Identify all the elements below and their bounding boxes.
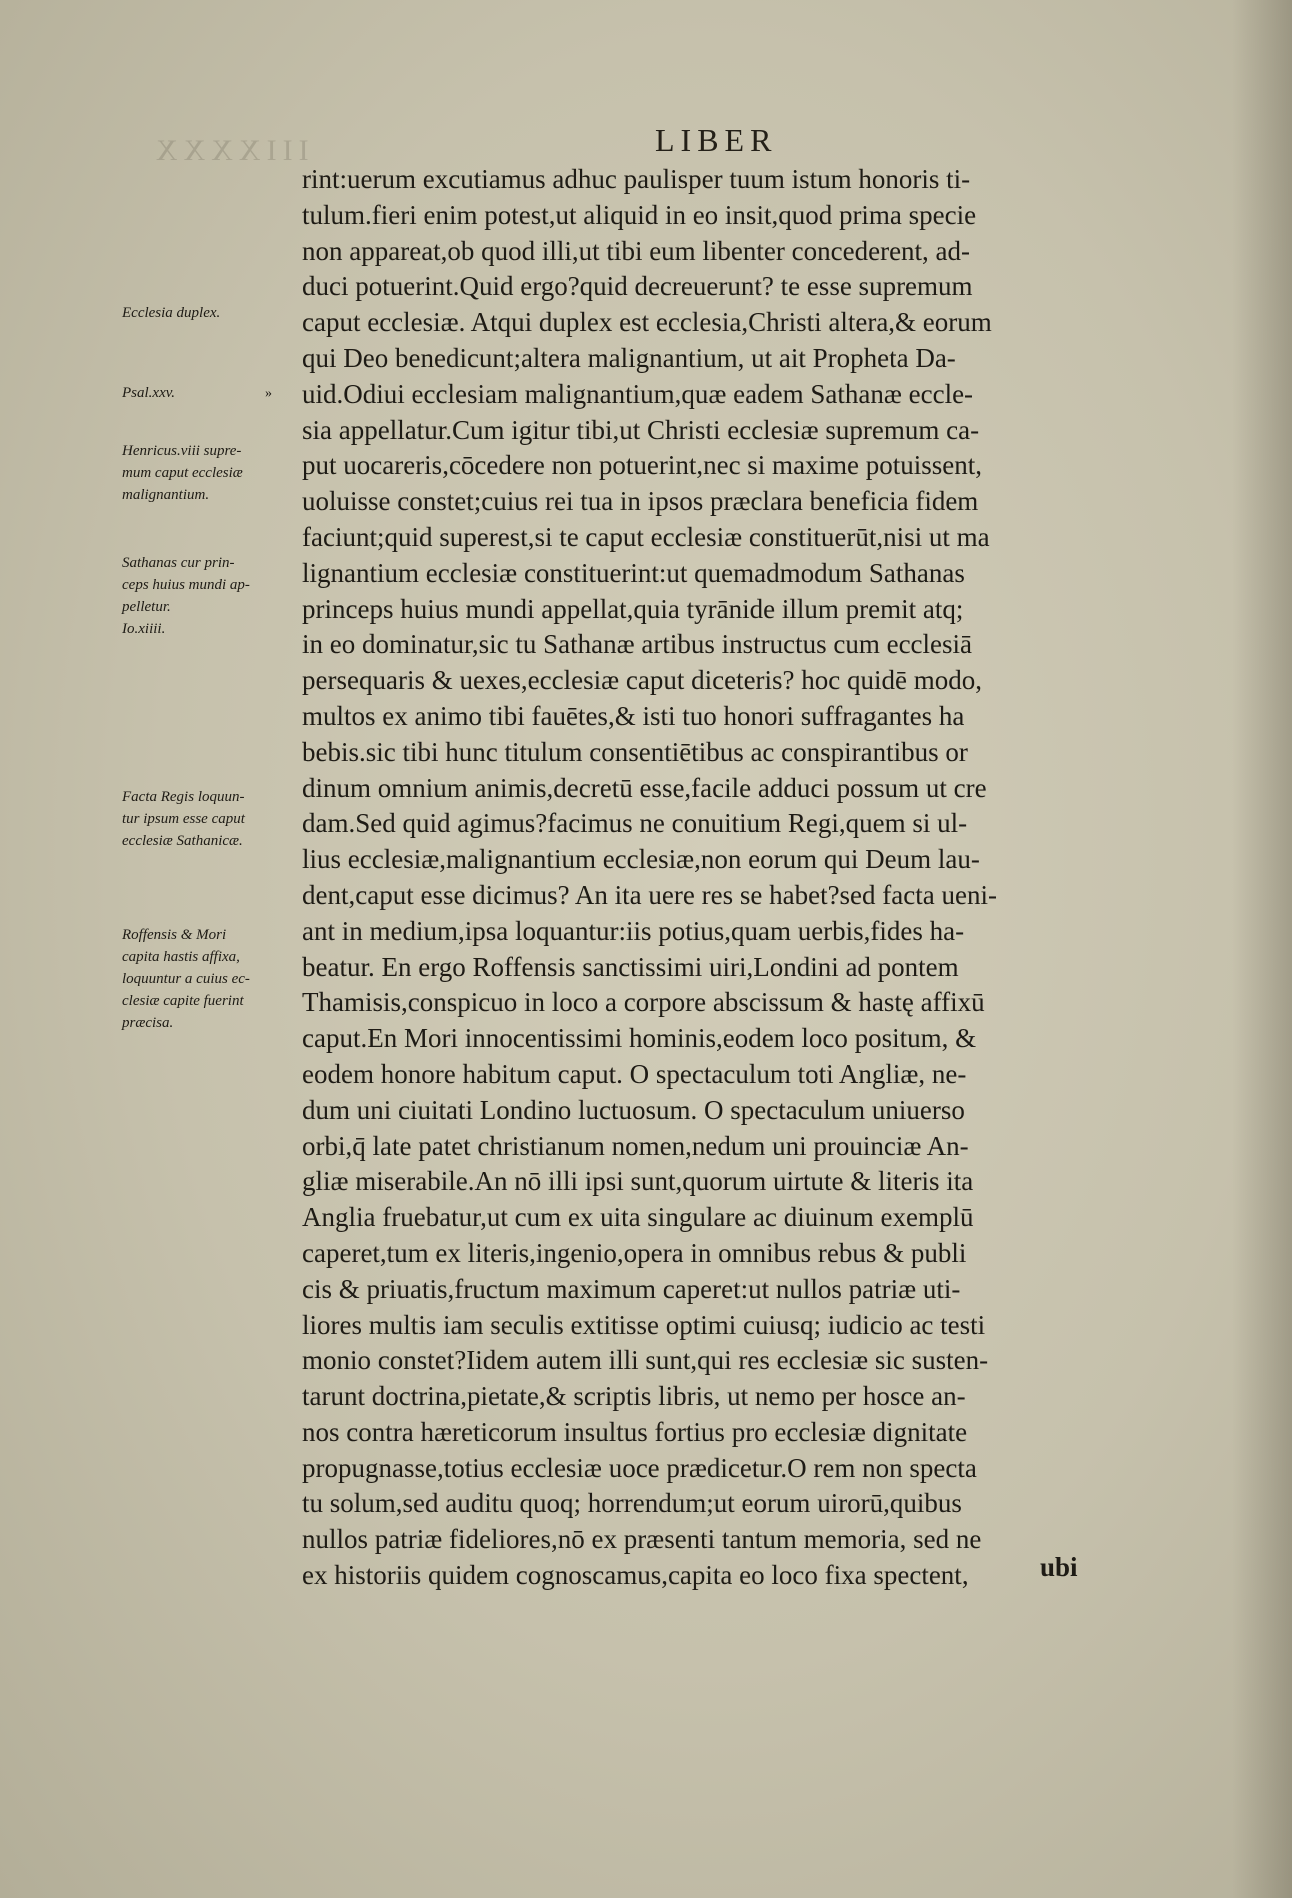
text-line: dam.Sed quid agimus?facimus ne conuitium Regi,quem si ul- <box>302 808 968 839</box>
text-line: lius ecclesiæ,malignantium ecclesiæ,non eorum qui Deum lau- <box>302 844 980 875</box>
margin-note-line: Facta Regis loquun- <box>122 789 245 805</box>
text-line: liores multis iam seculis extitisse optimi cuiusq; iudicio ac testi <box>302 1309 986 1340</box>
text-line: nullos patriæ fideliores,nō ex præsenti tantum memoria, sed ne <box>302 1524 982 1555</box>
margin-note-line: Psal.xxv. <box>122 385 176 401</box>
margin-note <box>122 440 290 506</box>
catchword: ubi <box>1040 1552 1078 1582</box>
margin-note-line: Ecclesia duplex. <box>122 305 221 321</box>
text-line: cis & priuatis,fructum maximum caperet:ut nullos patriæ uti- <box>302 1273 961 1304</box>
margin-note <box>122 924 290 1034</box>
text-line: caput ecclesiæ. Atqui duplex est ecclesia,Christi altera,& eorum <box>302 307 992 338</box>
text-line: non appareat,ob quod illi,ut tibi eum libenter concederent, ad- <box>302 235 971 266</box>
text-line: dum uni ciuitati Londino luctuosum. O spectaculum uniuerso <box>302 1094 965 1125</box>
text-line: bebis.sic tibi hunc titulum consentiētibus ac conspirantibus or <box>302 736 968 767</box>
margin-note-line: malignantium. <box>122 487 210 503</box>
text-line: put uocareris,cōcedere non potuerint,nec si maxime potuissent, <box>302 450 983 481</box>
text-line: rint:uerum excutiamus adhuc paulisper tuum istum honoris ti- <box>302 164 971 194</box>
text-line: propugnasse,totius ecclesiæ uoce prædicetur.O rem non specta <box>302 1452 977 1483</box>
text-line: tu solum,sed auditu quoq; horrendum;ut eorum uirorū,quibus <box>302 1488 962 1519</box>
margin-note-line: ecclesiæ Sathanicæ. <box>122 833 243 849</box>
text-line: Thamisis,conspicuo in loco a corpore abscissum & hastę affixū <box>302 987 985 1018</box>
show-through-header: IIIXXXX <box>150 134 309 167</box>
margin-note-line: præcisa. <box>122 1015 174 1031</box>
running-header: LIBER <box>655 122 778 158</box>
pointer-mark: » <box>265 386 272 401</box>
text-line: in eo dominatur,sic tu Sathanæ artibus instructus cum ecclesiā <box>302 629 973 660</box>
text-line: princeps huius mundi appellat,quia tyrānide illum premit atq; <box>302 593 964 624</box>
text-line: caput.En Mori innocentissimi hominis,eodem loco positum, & <box>302 1023 977 1054</box>
margin-note-line: mum caput ecclesiæ <box>122 465 243 481</box>
text-line: ex historiis quidem cognoscamus,capita eo loco fixa spectent, <box>302 1560 969 1591</box>
margin-note-line: pelletur. <box>122 599 171 615</box>
text-line: gliæ miserabile.An nō illi ipsi sunt,quorum uirtute & literis ita <box>302 1166 974 1197</box>
text-line: duci potuerint.Quid ergo?quid decreuerunt? te esse supremum <box>302 271 973 302</box>
margin-note-line: loquuntur a cuius ec- <box>122 971 250 987</box>
margin-note-line: tur ipsum esse caput <box>122 811 245 827</box>
text-line: qui Deo benedicunt;altera malignantium, ut ait Propheta Da- <box>302 342 956 373</box>
margin-note-line: ceps huius mundi ap- <box>122 577 250 593</box>
text-line: persequaris & uexes,ecclesiæ caput diceteris? hoc quidē modo, <box>302 665 983 696</box>
text-line: tarunt doctrina,pietate,& scriptis libris, ut nemo per hosce an- <box>302 1381 966 1412</box>
margin-note-line: Roffensis & Mori <box>122 927 227 943</box>
margin-note <box>122 302 290 324</box>
text-line: nos contra hæreticorum insultus fortius pro ecclesiæ dignitate <box>302 1416 968 1447</box>
margin-note-line: Henricus.viii supre- <box>122 443 242 459</box>
text-line: caperet,tum ex literis,ingenio,opera in omnibus rebus & publi <box>302 1237 967 1268</box>
text-line: Anglia fruebatur,ut cum ex uita singulare ac diuinum exemplū <box>302 1202 974 1233</box>
text-line: dent,caput esse dicimus? An ita uere res se habet?sed facta ueni- <box>302 879 997 910</box>
text-line: sia appellatur.Cum igitur tibi,ut Christi ecclesiæ supremum ca- <box>302 414 980 445</box>
text-line: monio constet?Iidem autem illi sunt,qui res ecclesiæ sic susten- <box>302 1345 989 1376</box>
text-line: ant in medium,ipsa loquantur:iis potius,quam uerbis,fides ha- <box>302 915 965 946</box>
margin-note <box>122 786 290 852</box>
margin-note-line: Sathanas cur prin- <box>122 555 235 571</box>
main-text-block <box>302 162 1158 1594</box>
text-line: multos ex animo tibi fauētes,& isti tuo honori suffragantes ha <box>302 700 965 731</box>
text-line: orbi,q̄ late patet christianum nomen,nedum uni prouinciæ An- <box>302 1130 969 1161</box>
margin-note-line: capita hastis affixa, <box>122 949 240 965</box>
text-line: tulum.fieri enim potest,ut aliquid in eo insit,quod prima specie <box>302 199 977 230</box>
margin-note-line: clesiæ capite fuerint <box>122 993 244 1009</box>
text-line: dinum omnium animis,decretū esse,facile adduci possum ut cre <box>302 772 987 803</box>
text-line: faciunt;quid superest,si te caput ecclesiæ constituerūt,nisi ut ma <box>302 521 990 552</box>
margin-note <box>122 552 290 640</box>
text-line: uoluisse constet;cuius rei tua in ipsos præclara beneficia fidem <box>302 486 979 517</box>
text-line: beatur. En ergo Roffensis sanctissimi uiri,Londini ad pontem <box>302 951 959 982</box>
margin-note-line: Io.xiiii. <box>122 621 166 637</box>
text-line: lignantium ecclesiæ constituerint:ut quemadmodum Sathanas <box>302 557 965 588</box>
text-line: eodem honore habitum caput. O spectaculum toti Angliæ, ne- <box>302 1058 967 1089</box>
text-line: uid.Odiui ecclesiam malignantium,quæ eadem Sathanæ eccle- <box>302 378 974 409</box>
